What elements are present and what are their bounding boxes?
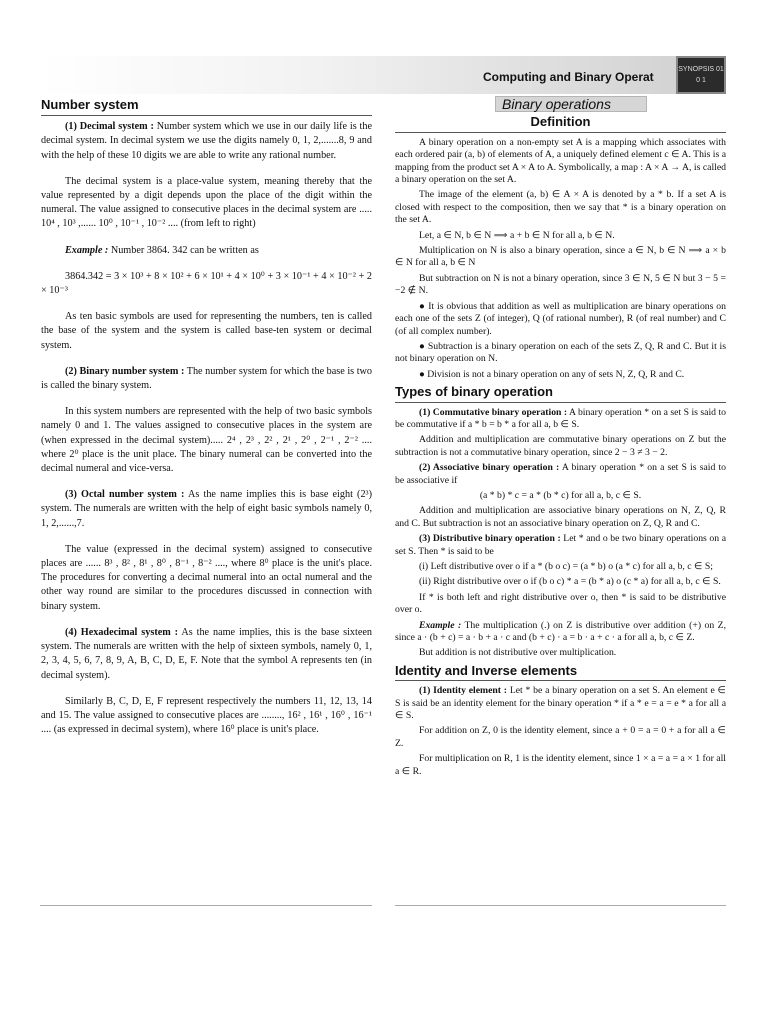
identity-element-text: Let * be a binary operation on a set S. An element e ∈ S is said be an identity element for the binary operation * if a * e = a = e * a for all a ∈ S. [395,685,726,722]
bullet-subtraction: ● Subtraction is a binary operation on each of the sets Z, Q, R and C. But it is not binary operation on N. [395,340,726,365]
associative-equation: (a * b) * c = a * (b * c) for all a, b, c ∈ S. [479,489,642,501]
octal-places-paragraph: The value (expressed in the decimal system) assigned to consecutive places are ...... 8³ , 8² , 8¹ , 8⁰ , 8⁻¹ , 8⁻² ...., where 8⁰ place is the unit's place. The procedures for converting a decimal numeral into an octal numeral and the other way round are similar to the procedures discussed in connection with binary system. [41,543,372,612]
binary-system-paragraph [41,365,372,393]
image-element-paragraph: The image of the element (a, b) ∈ A × A is denoted by a * b. If a set A is closed with respect to the composition, then we say that * is a binary operation on the set A. [395,189,726,226]
addition-closure-line: Let, a ∈ N, b ∈ N ⟹ a + b ∈ N for all a, b ∈ N. [419,229,615,241]
decimal-system-text: Number system which we use in our daily life is the decimal system. In decimal system we use the digits namely 0, 1, 2,.......8, 9 and with the help of these 10 digits we are able to write any rational number. [41,121,373,161]
binary-symbols-paragraph: In this system numbers are represented with the help of two basic symbols namely 0 and 1. The values assigned to consecutive places in the system are (when expressed in the decimal system)..... 2⁴ , 2³ , 2² , 2¹ , 2⁰ , 2⁻¹ , 2⁻² .... where 2⁰ place is the unit place. The binary numeral can be converted into the decimal numeral and vice-versa. [41,406,372,475]
example-equation: 3864.342 = 3 × 10³ + 8 × 10² + 6 × 10¹ + 4 × 10⁰ + 3 × 10⁻¹ + 4 × 10⁻² + 2 × 10⁻³ [41,270,372,297]
distributive-label: (3) Distributive binary operation : [419,533,561,545]
identity-element-paragraph [395,685,726,722]
octal-system-label: (3) Octal number system : [65,489,185,501]
distributive-text: Let * and o be two binary operations on a set S. Then * is said to be [395,533,726,557]
left-column [41,96,372,749]
distributive-example-label: Example : [419,619,462,631]
header-logo: SYNOPSIS 01 0 1 [676,56,726,94]
example-text: Number 3864. 342 can be written as [108,244,259,256]
binary-system-text: The number system for which the base is two is called the binary system. [41,365,372,392]
base-ten-paragraph: As ten basic symbols are used for representing the numbers, ten is called the base of the system and the system is called base-ten system or decimal system. [41,311,372,351]
hexadecimal-places-paragraph: Similarly B, C, D, E, F represent respectively the numbers 11, 12, 13, 14 and 15. The value assigned to consecutive places are ........, 16² , 16¹ , 16⁰ , 16⁻¹ .... (as expressed in decimal system), where 16⁰ place is unit's place. [41,695,372,736]
binary-operations-banner: Binary operations [495,96,647,112]
associative-label: (2) Associative binary operation : [419,462,560,474]
distributive-example [395,620,726,645]
associative-examples: Addition and multiplication are associative binary operations on N, Z, Q, R and C. But subtraction is not an associative binary operation on Z, Q, R and C. [395,505,726,529]
associative-paragraph [395,462,726,487]
identity-multiplication: For multiplication on R, 1 is the identity element, since 1 × a = a = a × 1 for all a ∈ R. [395,753,726,777]
number-system-heading: Number system [41,98,372,116]
right-column [395,96,726,781]
hexadecimal-text: As the name implies, this is the base sixteen system. The numerals are written with the help of sixteen symbols, namely 0, 1, 2, 3, 4, 5, 6, 7, 8, 9, A, B, C, D, E, F. Note that the symbol A represents ten (in decimal system). [41,626,372,681]
left-bottom-rule [40,905,372,906]
commutative-label: (1) Commutative binary operation : [419,406,568,418]
example-label: Example : [65,244,109,256]
definition-paragraph: A binary operation on a non-empty set A is a mapping which associates with each ordered pair (a, b) of elements of A, a uniquely defined element c ∈ A. This is a mapping from the product set A × A to A. Symbolically, a map : A × A → A, is called a binary operation on the set A. [395,136,726,186]
bullet-addition-multiplication: ● It is obvious that addition as well as multiplication are binary operations on each one of the sets Z (of integer), Q (of rational number), R (of real number) and C (of all complex number). [395,300,726,337]
hexadecimal-paragraph [41,626,372,683]
left-distributive: (i) Left distributive over o if a * (b o c) = (a * b) o (a * c) for all a, b, c ∈ S; [419,561,713,572]
types-heading: Types of binary operation [395,386,726,402]
binary-system-label: (2) Binary number system : [65,365,185,377]
right-bottom-rule [395,905,726,906]
decimal-system-label: (1) Decimal system : [65,121,154,133]
commutative-paragraph [395,407,726,432]
subtraction-paragraph: But subtraction on N is not a binary operation, since 3 ∈ N, 5 ∈ N but 3 − 5 = −2 ∉ N. [395,272,726,297]
right-distributive: (ii) Right distributive over o if (b o c) * a = (b * a) o (c * a) for all a, b, c ∈ S. [419,576,721,588]
bullet-division: ● Division is not a binary operation on any of sets N, Z, Q, R and C. [419,368,685,380]
multiplication-paragraph: Multiplication on N is also a binary operation, since a ∈ N, b ∈ N ⟹ a × b ∈ N for all a, b ∈ N [395,245,726,269]
commutative-text: A binary operation * on a set S is said to be commutative if a * b = b * a for all a, b ∈ S. [395,406,726,430]
identity-inverse-heading: Identity and Inverse elements [395,665,726,681]
identity-addition: For addition on Z, 0 is the identity element, since a + 0 = a = 0 + a for all a ∈ Z. [395,725,726,749]
decimal-system-paragraph [41,120,372,163]
octal-system-paragraph [41,488,372,531]
associative-text: A binary operation * on a set S is said to be associative if [395,462,727,486]
identity-element-label: (1) Identity element : [419,685,508,697]
distributive-definition: If * is both left and right distributive over o, then * is said to be distributive over o. [395,591,726,616]
example-intro [41,244,372,258]
distributive-paragraph [395,533,726,558]
addition-not-distributive: But addition is not distributive over multiplication. [419,647,617,659]
commutative-examples: Addition and multiplication are commutative binary operations on Z but the subtraction is not a commutative binary operation, since 2 − 3 ≠ 3 − 2. [395,434,726,458]
definition-heading: Definition [395,116,726,132]
hexadecimal-label: (4) Hexadecimal system : [65,626,179,638]
distributive-example-text: The multiplication (.) on Z is distributive over addition (+) on Z, since a · (b + c) = a · b + a · c and (b + c) · a = b · a + c · a for all a, b, c ∈ Z. [395,619,726,644]
octal-system-text: As the name implies this is base eight (2³) system. The numerals are written with the help of eight basic symbols namely 0, 1, 2,......,7. [41,489,372,529]
page-header-title: Computing and Binary Operat [483,70,654,84]
place-value-paragraph: The decimal system is a place-value system, meaning thereby that the value represented by a digit depends upon the place of the digit within the numeral. The value assigned to consecutive places in the decimal system are ..... 10⁴ , 10³ ,...... 10⁰ , 10⁻¹ , 10⁻² .... (from left to right) [41,175,372,230]
